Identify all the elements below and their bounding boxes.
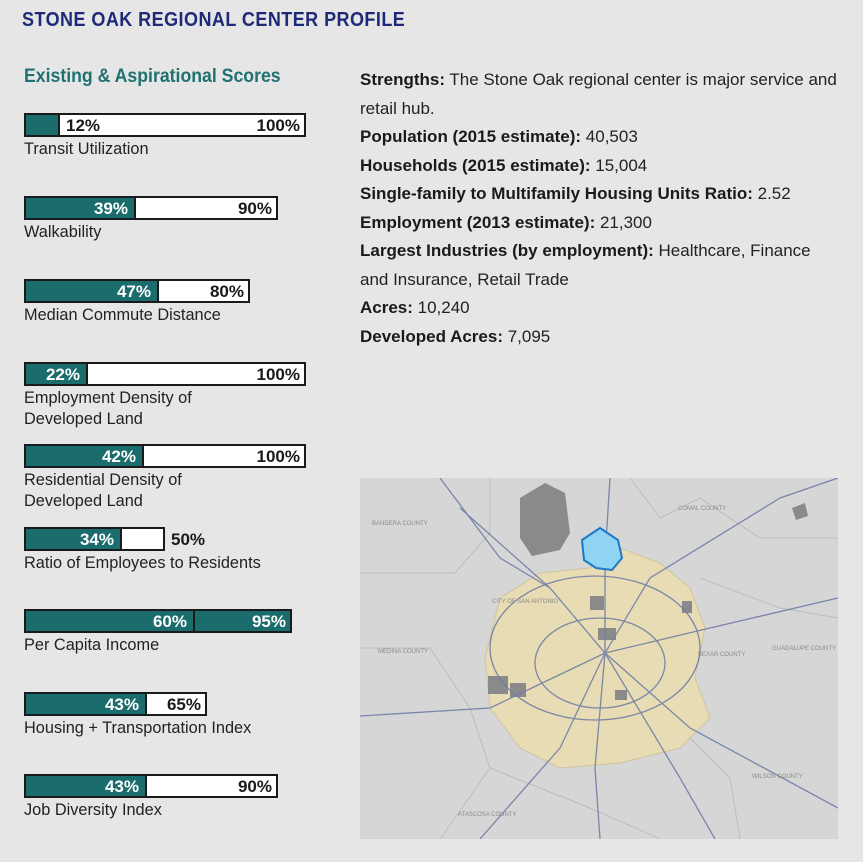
existing-score: 60% — [152, 612, 187, 631]
profile-summary — [360, 66, 840, 351]
score-label: Employment Density of Developed Land — [24, 388, 192, 428]
map-label-medina: MEDINA COUNTY — [378, 649, 429, 655]
scores-heading: Existing & Aspirational Scores — [24, 66, 281, 87]
households-row — [360, 152, 840, 181]
employment-row — [360, 209, 840, 238]
score-metric — [24, 279, 250, 325]
score-metric — [24, 196, 278, 242]
score-metric — [24, 444, 306, 511]
score-bar — [24, 279, 250, 303]
aspirational-score: 100% — [256, 365, 300, 384]
industries-key: Largest Industries (by employment): — [360, 241, 654, 260]
existing-score: 39% — [93, 199, 128, 218]
existing-score: 34% — [79, 530, 114, 549]
stone-oak-highlight — [582, 528, 622, 570]
score-label: Transit Utilization — [24, 139, 149, 158]
score-metric — [24, 113, 306, 159]
industries-row — [360, 237, 840, 294]
score-bar — [24, 527, 206, 551]
employment-key: Employment (2013 estimate): — [360, 212, 596, 232]
existing-score: 47% — [116, 282, 151, 301]
employment-value: 21,300 — [595, 212, 652, 232]
existing-score: 22% — [45, 365, 80, 384]
housing-ratio-value: 2.52 — [752, 184, 791, 203]
acres-key: Acres: — [360, 298, 413, 317]
location-map — [360, 478, 838, 839]
aspirational-score: 80% — [209, 282, 244, 301]
score-bar — [24, 196, 278, 220]
score-label: Walkability — [24, 222, 102, 241]
existing-fill — [26, 115, 60, 135]
aspirational-score: 95% — [251, 612, 286, 631]
strengths-value: The Stone Oak regional center is major service and retail hub. — [360, 70, 837, 118]
score-bar — [24, 609, 292, 633]
map-label-bexar: BEXAR COUNTY — [698, 652, 746, 658]
aspirational-score: 90% — [237, 777, 272, 796]
score-metric — [24, 362, 306, 429]
industries-value: Healthcare, Finance and Insurance, Retail Trade — [360, 241, 811, 289]
households-key: Households (2015 estimate): — [360, 155, 591, 175]
map-label-atascosa: ATASCOSA COUNTY — [458, 812, 517, 818]
score-metric — [24, 774, 278, 820]
households-value: 15,004 — [590, 155, 648, 175]
housing-ratio-key: Single-family to Multifamily Housing Units Ratio: — [360, 184, 753, 203]
map-label-comal: COMAL COUNTY — [678, 506, 727, 512]
score-bar — [24, 444, 306, 468]
score-bar — [24, 692, 207, 716]
aspirational-score: 100% — [256, 447, 300, 466]
aspirational-score: 65% — [166, 695, 201, 714]
score-metric — [24, 527, 271, 573]
score-label: Residential Density of Developed Land — [24, 470, 182, 510]
map-graphic — [360, 478, 838, 839]
developed-acres-key: Developed Acres: — [360, 326, 503, 346]
map-label-wilson: WILSON COUNTY — [752, 774, 803, 780]
aspirational-score: 90% — [237, 199, 272, 218]
housing-ratio-row — [360, 180, 840, 209]
strengths-key: Strengths: — [360, 70, 445, 89]
existing-score: 12% — [66, 116, 101, 135]
population-row — [360, 123, 840, 152]
acres-value: 10,240 — [412, 298, 470, 317]
score-bar — [24, 113, 306, 137]
population-key: Population (2015 estimate): — [360, 127, 582, 146]
aspirational-score: 50% — [171, 530, 206, 549]
score-bar — [24, 362, 306, 386]
existing-score: 43% — [104, 695, 139, 714]
map-label-bandera: BANDERA COUNTY — [372, 521, 428, 527]
score-label: Ratio of Employees to Residents — [24, 553, 261, 572]
score-metric — [24, 609, 292, 655]
score-metric — [24, 692, 261, 738]
score-label: Job Diversity Index — [24, 800, 162, 819]
aspirational-score: 100% — [256, 116, 300, 135]
developed-acres-row — [360, 323, 840, 352]
map-label-city: CITY OF SAN ANTONIO — [492, 599, 559, 605]
acres-row — [360, 294, 840, 323]
camp-bullis-area — [520, 483, 570, 556]
score-label: Per Capita Income — [24, 635, 160, 654]
score-label: Median Commute Distance — [24, 305, 221, 324]
population-value: 40,503 — [581, 127, 638, 146]
page-title: STONE OAK REGIONAL CENTER PROFILE — [22, 9, 406, 31]
existing-score: 42% — [101, 447, 136, 466]
score-label: Housing + Transportation Index — [24, 718, 252, 737]
score-bar — [24, 774, 278, 798]
existing-score: 43% — [104, 777, 139, 796]
map-label-guadalupe: GUADALUPE COUNTY — [772, 646, 837, 652]
strengths-row — [360, 66, 840, 123]
developed-acres-value: 7,095 — [502, 326, 551, 346]
